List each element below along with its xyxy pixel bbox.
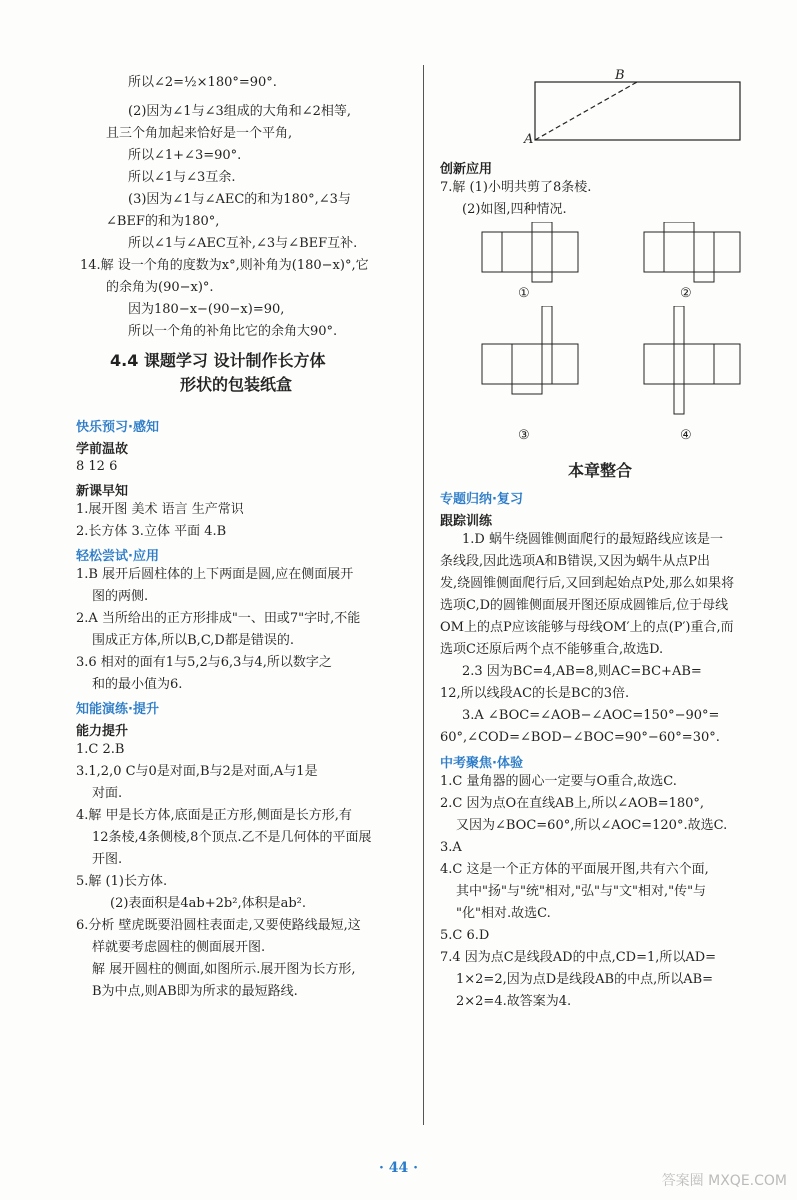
answer-line: 选项C还原后两个点不能够重合,故选D. bbox=[440, 642, 664, 657]
answer-line: 发,绕圆锥侧面爬行后,又回到起始点P处,那么如果将 bbox=[440, 576, 735, 591]
answer-line: 12条棱,4条侧棱,8个顶点.乙不是几何体的平面展 bbox=[92, 830, 372, 845]
section-header: 轻松尝试·应用 bbox=[76, 549, 159, 564]
answer-line: 样就要考虑圆柱的侧面展开图. bbox=[92, 940, 266, 955]
text-line: (2)因为∠1与∠3组成的大角和∠2相等, bbox=[128, 104, 352, 119]
answer-line: 7.4 因为点C是线段AD的中点,CD=1,所以AD= bbox=[440, 950, 717, 965]
answer-line: 1.C 2.B bbox=[76, 742, 125, 757]
section-header: 知能演练·提升 bbox=[76, 702, 159, 717]
answer-line: 1.B 展开后圆柱体的上下两面是圆,应在侧面展开 bbox=[76, 567, 354, 582]
answer-line: 对面. bbox=[92, 786, 123, 801]
section-title: 4.4 课题学习 设计制作长方体 bbox=[110, 351, 326, 370]
figure-label-3: ③ bbox=[518, 428, 530, 443]
page-number: · 44 · bbox=[379, 1160, 418, 1176]
text-line: 且三个角加起来恰好是一个平角, bbox=[106, 126, 293, 141]
answer-line: 和的最小值为6. bbox=[92, 677, 183, 692]
answer-line: 7.解 (1)小明共剪了8条棱. bbox=[440, 180, 592, 195]
answer-line: 2×2=4.故答案为4. bbox=[456, 994, 572, 1009]
answer-line: 2.3 因为BC=4,AB=8,则AC=BC+AB= bbox=[462, 664, 702, 679]
answer-line: 2.C 因为点O在直线AB上,所以∠AOB=180°, bbox=[440, 796, 705, 811]
answer-line: 3.1,2,0 C与0是对面,B与2是对面,A与1是 bbox=[76, 764, 318, 779]
answer-line: 12,所以线段AC的长是BC的3倍. bbox=[440, 686, 630, 701]
answer-line: 8 12 6 bbox=[76, 459, 118, 474]
answer-line: "化"相对.故选C. bbox=[456, 906, 551, 921]
answer-line: 条线段,因此选项A和B错误,又因为蜗牛从点P出 bbox=[440, 554, 710, 569]
answer-line: 6.分析 壁虎既要沿圆柱表面走,又要使路线最短,这 bbox=[76, 918, 361, 933]
cylinder-net-figure bbox=[525, 70, 755, 150]
net-figure-1 bbox=[480, 222, 580, 284]
answer-line: 3.A bbox=[440, 840, 462, 855]
answer-line: B为中点,则AB即为所求的最短路线. bbox=[92, 984, 298, 999]
subsection-header: 跟踪训练 bbox=[440, 514, 493, 529]
text-line: 14.解 设一个角的度数为x°,则补角为(180−x)°,它 bbox=[80, 258, 369, 273]
section-header: 中考聚焦·体验 bbox=[440, 756, 523, 771]
section-header: 快乐预习·感知 bbox=[76, 420, 159, 435]
text-line: 因为180−x−(90−x)=90, bbox=[128, 302, 285, 317]
answer-line: 5.C 6.D bbox=[440, 928, 490, 943]
figure-label-2: ② bbox=[680, 286, 692, 301]
watermark: 答案圈 MXQE.COM bbox=[661, 1173, 787, 1189]
figure-label-1: ① bbox=[518, 286, 530, 301]
answer-line: OM上的点P应该能够与母线OM′上的点(P′)重合,而 bbox=[440, 620, 734, 635]
answer-line: 3.6 相对的面有1与5,2与6,3与4,所以数字之 bbox=[76, 655, 332, 670]
answer-line: 1.C 量角器的圆心一定要与O重合,故选C. bbox=[440, 774, 677, 789]
text-line: 所以∠1+∠3=90°. bbox=[128, 148, 242, 163]
section-title: 形状的包装纸盒 bbox=[180, 375, 293, 394]
point-label-b: B bbox=[615, 68, 625, 83]
answer-line: (2)表面积是4ab+2b²,体积是ab². bbox=[110, 896, 307, 911]
subsection-header: 创新应用 bbox=[440, 162, 493, 177]
text-line: 所以∠1与∠3互余. bbox=[128, 170, 236, 185]
answer-line: 1×2=2,因为点D是线段AB的中点,所以AB= bbox=[456, 972, 714, 987]
answer-line: 4.解 甲是长方体,底面是正方形,侧面是长方形,有 bbox=[76, 808, 352, 823]
chapter-title: 本章整合 bbox=[568, 461, 633, 480]
answer-line: 2.长方体 3.立体 平面 4.B bbox=[76, 524, 227, 539]
answer-line: 选项C,D的圆锥侧面展开图还原成圆锥后,位于母线 bbox=[440, 598, 729, 613]
answer-line: 2.A 当所给出的正方形排成"一、田或7"字时,不能 bbox=[76, 611, 361, 626]
net-figure-3 bbox=[480, 306, 580, 418]
answer-line: 又因为∠BOC=60°,所以∠AOC=120°.故选C. bbox=[456, 818, 728, 833]
answer-line: 1.展开图 美术 语言 生产常识 bbox=[76, 502, 244, 517]
answer-line: 3.A ∠BOC=∠AOB−∠AOC=150°−90°= bbox=[462, 708, 720, 723]
answer-line: 1.D 蜗牛绕圆锥侧面爬行的最短路线应该是一 bbox=[462, 532, 723, 547]
net-figure-4 bbox=[642, 306, 742, 418]
answer-line: 开图. bbox=[92, 852, 123, 867]
figure-label-4: ④ bbox=[680, 428, 692, 443]
net-figure-2 bbox=[642, 222, 742, 284]
subsection-header: 学前温故 bbox=[76, 442, 129, 457]
answer-line: 5.解 (1)长方体. bbox=[76, 874, 168, 889]
text-line: ∠BEF的和为180°, bbox=[106, 214, 220, 229]
answer-line: (2)如图,四种情况. bbox=[462, 202, 567, 217]
answer-line: 图的两侧. bbox=[92, 589, 149, 604]
section-header: 专题归纳·复习 bbox=[440, 492, 523, 507]
text-line: 所以∠2=½×180°=90°. bbox=[128, 75, 277, 90]
text-line: 的余角为(90−x)°. bbox=[106, 280, 214, 295]
text-line: 所以一个角的补角比它的余角大90°. bbox=[128, 324, 338, 339]
text-line: 所以∠1与∠AEC互补,∠3与∠BEF互补. bbox=[128, 236, 358, 251]
answer-line: 4.C 这是一个正方体的平面展开图,共有六个面, bbox=[440, 862, 709, 877]
answer-line: 围成正方体,所以B,C,D都是错误的. bbox=[92, 633, 294, 648]
point-label-a: A bbox=[524, 132, 534, 147]
subsection-header: 新课早知 bbox=[76, 484, 129, 499]
answer-line: 其中"扬"与"统"相对,"弘"与"文"相对,"传"与 bbox=[456, 884, 707, 899]
answer-line: 60°,∠COD=∠BOD−∠BOC=90°−60°=30°. bbox=[440, 730, 720, 745]
answer-line: 解 展开圆柱的侧面,如图所示.展开图为长方形, bbox=[92, 962, 356, 977]
subsection-header: 能力提升 bbox=[76, 724, 129, 739]
column-divider bbox=[423, 65, 424, 1125]
text-line: (3)因为∠1与∠AEC的和为180°,∠3与 bbox=[128, 192, 351, 207]
